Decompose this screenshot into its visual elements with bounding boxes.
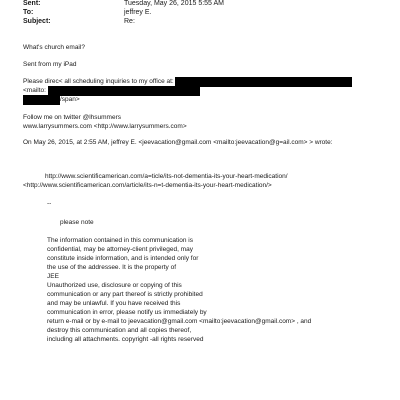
disclaimer-line: The information contained in this communication is bbox=[47, 237, 193, 244]
body-please-note: please note bbox=[60, 219, 94, 226]
subject-label: Subject: bbox=[23, 18, 51, 25]
disclaimer-line: JEE bbox=[47, 273, 59, 280]
disclaimer-line: destroy this communication and all copies thereof, bbox=[47, 327, 192, 334]
disclaimer-line: including all attachments. copyright -all rights reserved bbox=[47, 336, 204, 343]
body-url-line-2: <http://www.scientificamerican.com/article/its-n=t-dementia-its-your-heart-medication/> bbox=[23, 182, 272, 189]
body-dashes: -- bbox=[47, 200, 52, 207]
disclaimer-line: communication in error, please notify us immediately by bbox=[47, 309, 207, 316]
header-sent-row bbox=[23, 0, 224, 8]
body-url-line-1: http://www.scientificamerican.com/a=ticle/its-not-dementia-its-your-heart-medication/ bbox=[45, 173, 288, 180]
body-mailto-prefix: <mailto: bbox=[23, 87, 46, 94]
redaction-bar bbox=[48, 86, 200, 96]
sent-value: Tuesday, May 26, 2015 5:55 AM bbox=[124, 0, 225, 7]
to-label: To: bbox=[23, 9, 34, 16]
body-twitter: Follow me on twitter @lhsummers bbox=[23, 114, 121, 121]
body-question: What's church email? bbox=[23, 44, 85, 51]
disclaimer-line: communication or any part thereof is strictly prohibited bbox=[47, 291, 203, 298]
disclaimer-line: return e-mail or by e-mail to jeevacation@gmail.com <mailto:jeevacation@gmail.com> , and bbox=[47, 318, 312, 325]
disclaimer-line: and may be unlawful. If you have received this bbox=[47, 300, 181, 307]
subject-value: Re: bbox=[124, 18, 135, 25]
disclaimer-line: Unauthorized use, disclosure or copying of this bbox=[47, 282, 182, 289]
redaction-bar bbox=[175, 77, 352, 87]
disclaimer-line: confidential, may be attorney-client privileged, may bbox=[47, 246, 193, 253]
sent-label: Sent: bbox=[23, 0, 41, 7]
to-value: jeffrey E. bbox=[124, 9, 152, 16]
disclaimer-line: the use of the addressee. It is the property of bbox=[47, 264, 176, 271]
disclaimer-line: constitute inside information, and is intended only for bbox=[47, 255, 199, 262]
body-span-suffix: /span> bbox=[60, 96, 80, 103]
header-to-row bbox=[23, 9, 152, 17]
body-sent-from: Sent from my iPad bbox=[23, 61, 77, 68]
redaction-bar bbox=[23, 95, 60, 105]
body-direct-line: Please direc< all scheduling inquiries to my office at: bbox=[23, 78, 174, 85]
header-subject-row bbox=[23, 18, 135, 26]
body-reply-header: On May 26, 2015, at 2:55 AM, jeffrey E. <jeevacation@gmail.com <mailto:jeevacation@g=ail.com> > wrote: bbox=[23, 139, 333, 146]
body-website: www.larrysummers.com <http://www.larrysummers.com> bbox=[23, 123, 187, 130]
